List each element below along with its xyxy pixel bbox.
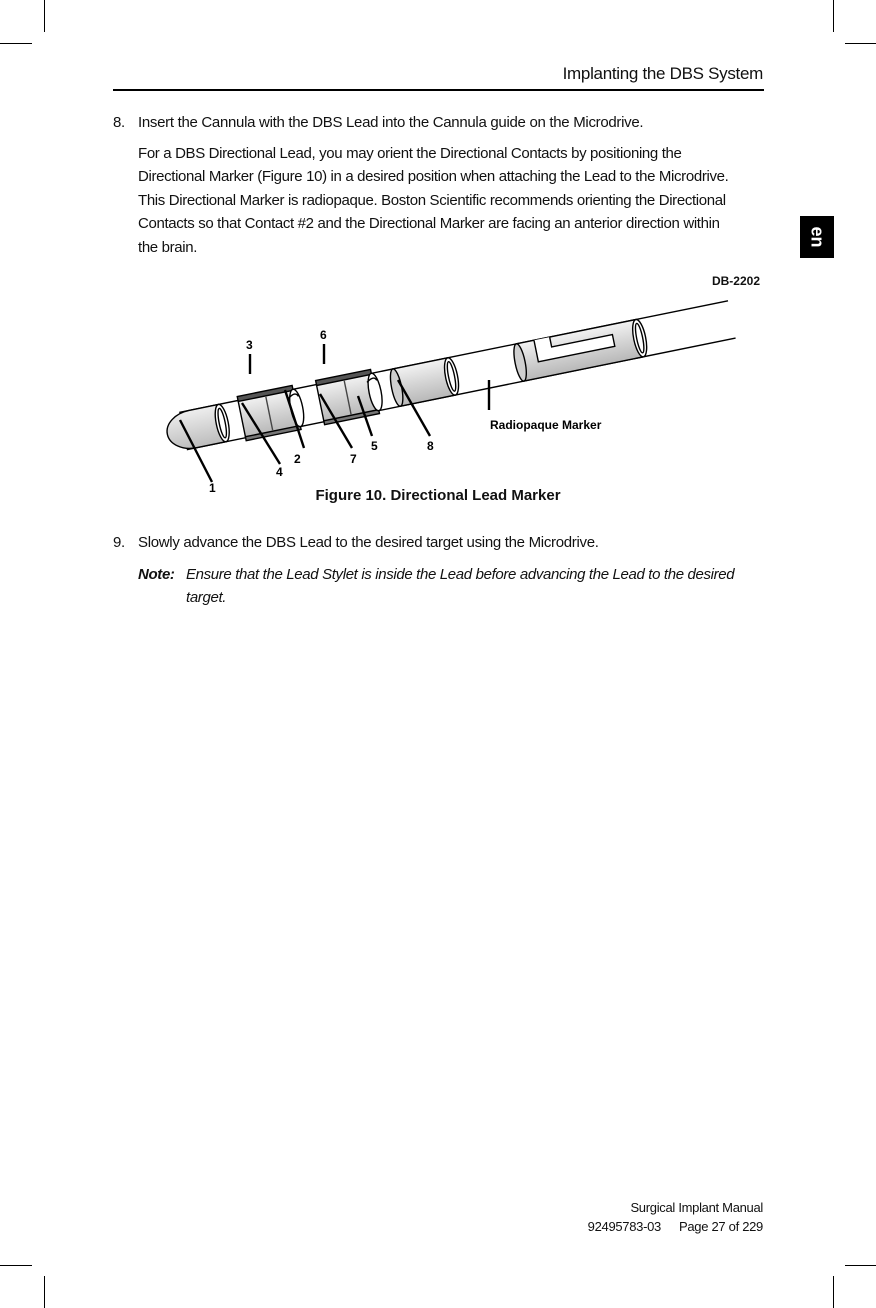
label-7: 7	[350, 452, 357, 466]
step-text: Slowly advance the DBS Lead to the desired target using the Microdrive.	[138, 534, 599, 551]
note-line: target.	[186, 589, 227, 606]
paragraph-line: Directional Marker (Figure 10) in a desired position when attaching the Lead to the Microdrive.	[138, 168, 729, 186]
footer-manual: Surgical Implant Manual	[630, 1200, 763, 1215]
label-3: 3	[246, 338, 253, 352]
crop-mark	[833, 0, 834, 32]
label-2: 2	[294, 452, 301, 466]
step-number: 9.	[113, 534, 125, 551]
note-line: Ensure that the Lead Stylet is inside the Lead before advancing the Lead to the desired	[186, 566, 735, 583]
label-6: 6	[320, 328, 327, 342]
step-number: 8.	[113, 114, 125, 131]
step-text: Insert the Cannula with the DBS Lead into the Cannula guide on the Microdrive.	[138, 114, 644, 131]
label-1: 1	[209, 481, 216, 495]
note-text	[186, 563, 766, 609]
label-4: 4	[276, 465, 283, 479]
figure-caption: Figure 10. Directional Lead Marker	[315, 487, 561, 504]
footer-page-info	[440, 1219, 763, 1234]
label-5: 5	[371, 439, 378, 453]
header-rule	[113, 89, 764, 91]
lead-diagram	[140, 270, 770, 510]
figure-id: DB-2202	[711, 274, 760, 288]
page-header-title: Implanting the DBS System	[562, 64, 763, 83]
crop-mark	[845, 1265, 876, 1266]
language-tab	[800, 216, 834, 258]
footer-doc-number: 92495783-03	[587, 1219, 661, 1234]
crop-mark	[0, 43, 32, 44]
crop-mark	[833, 1276, 834, 1308]
paragraph-line: For a DBS Directional Lead, you may orient the Directional Contacts by positioning the	[138, 145, 682, 162]
footer-page-number: Page 27 of 229	[679, 1219, 763, 1234]
crop-mark	[44, 1276, 45, 1308]
crop-mark	[44, 0, 45, 32]
crop-mark	[0, 1265, 32, 1266]
language-tab-label: en	[807, 226, 828, 248]
label-radiopaque-marker: Radiopaque Marker	[490, 418, 602, 432]
step-8-paragraph	[138, 142, 778, 259]
crop-mark	[845, 43, 876, 44]
note-label: Note:	[138, 566, 175, 583]
paragraph-line: This Directional Marker is radiopaque. Boston Scientific recommends orienting the Directional	[138, 191, 726, 209]
label-8: 8	[427, 439, 434, 453]
paragraph-line: Contacts so that Contact #2 and the Directional Marker are facing an anterior direction within	[138, 215, 720, 233]
paragraph-line: the brain.	[138, 238, 198, 256]
footer-manual-title	[440, 1200, 763, 1215]
